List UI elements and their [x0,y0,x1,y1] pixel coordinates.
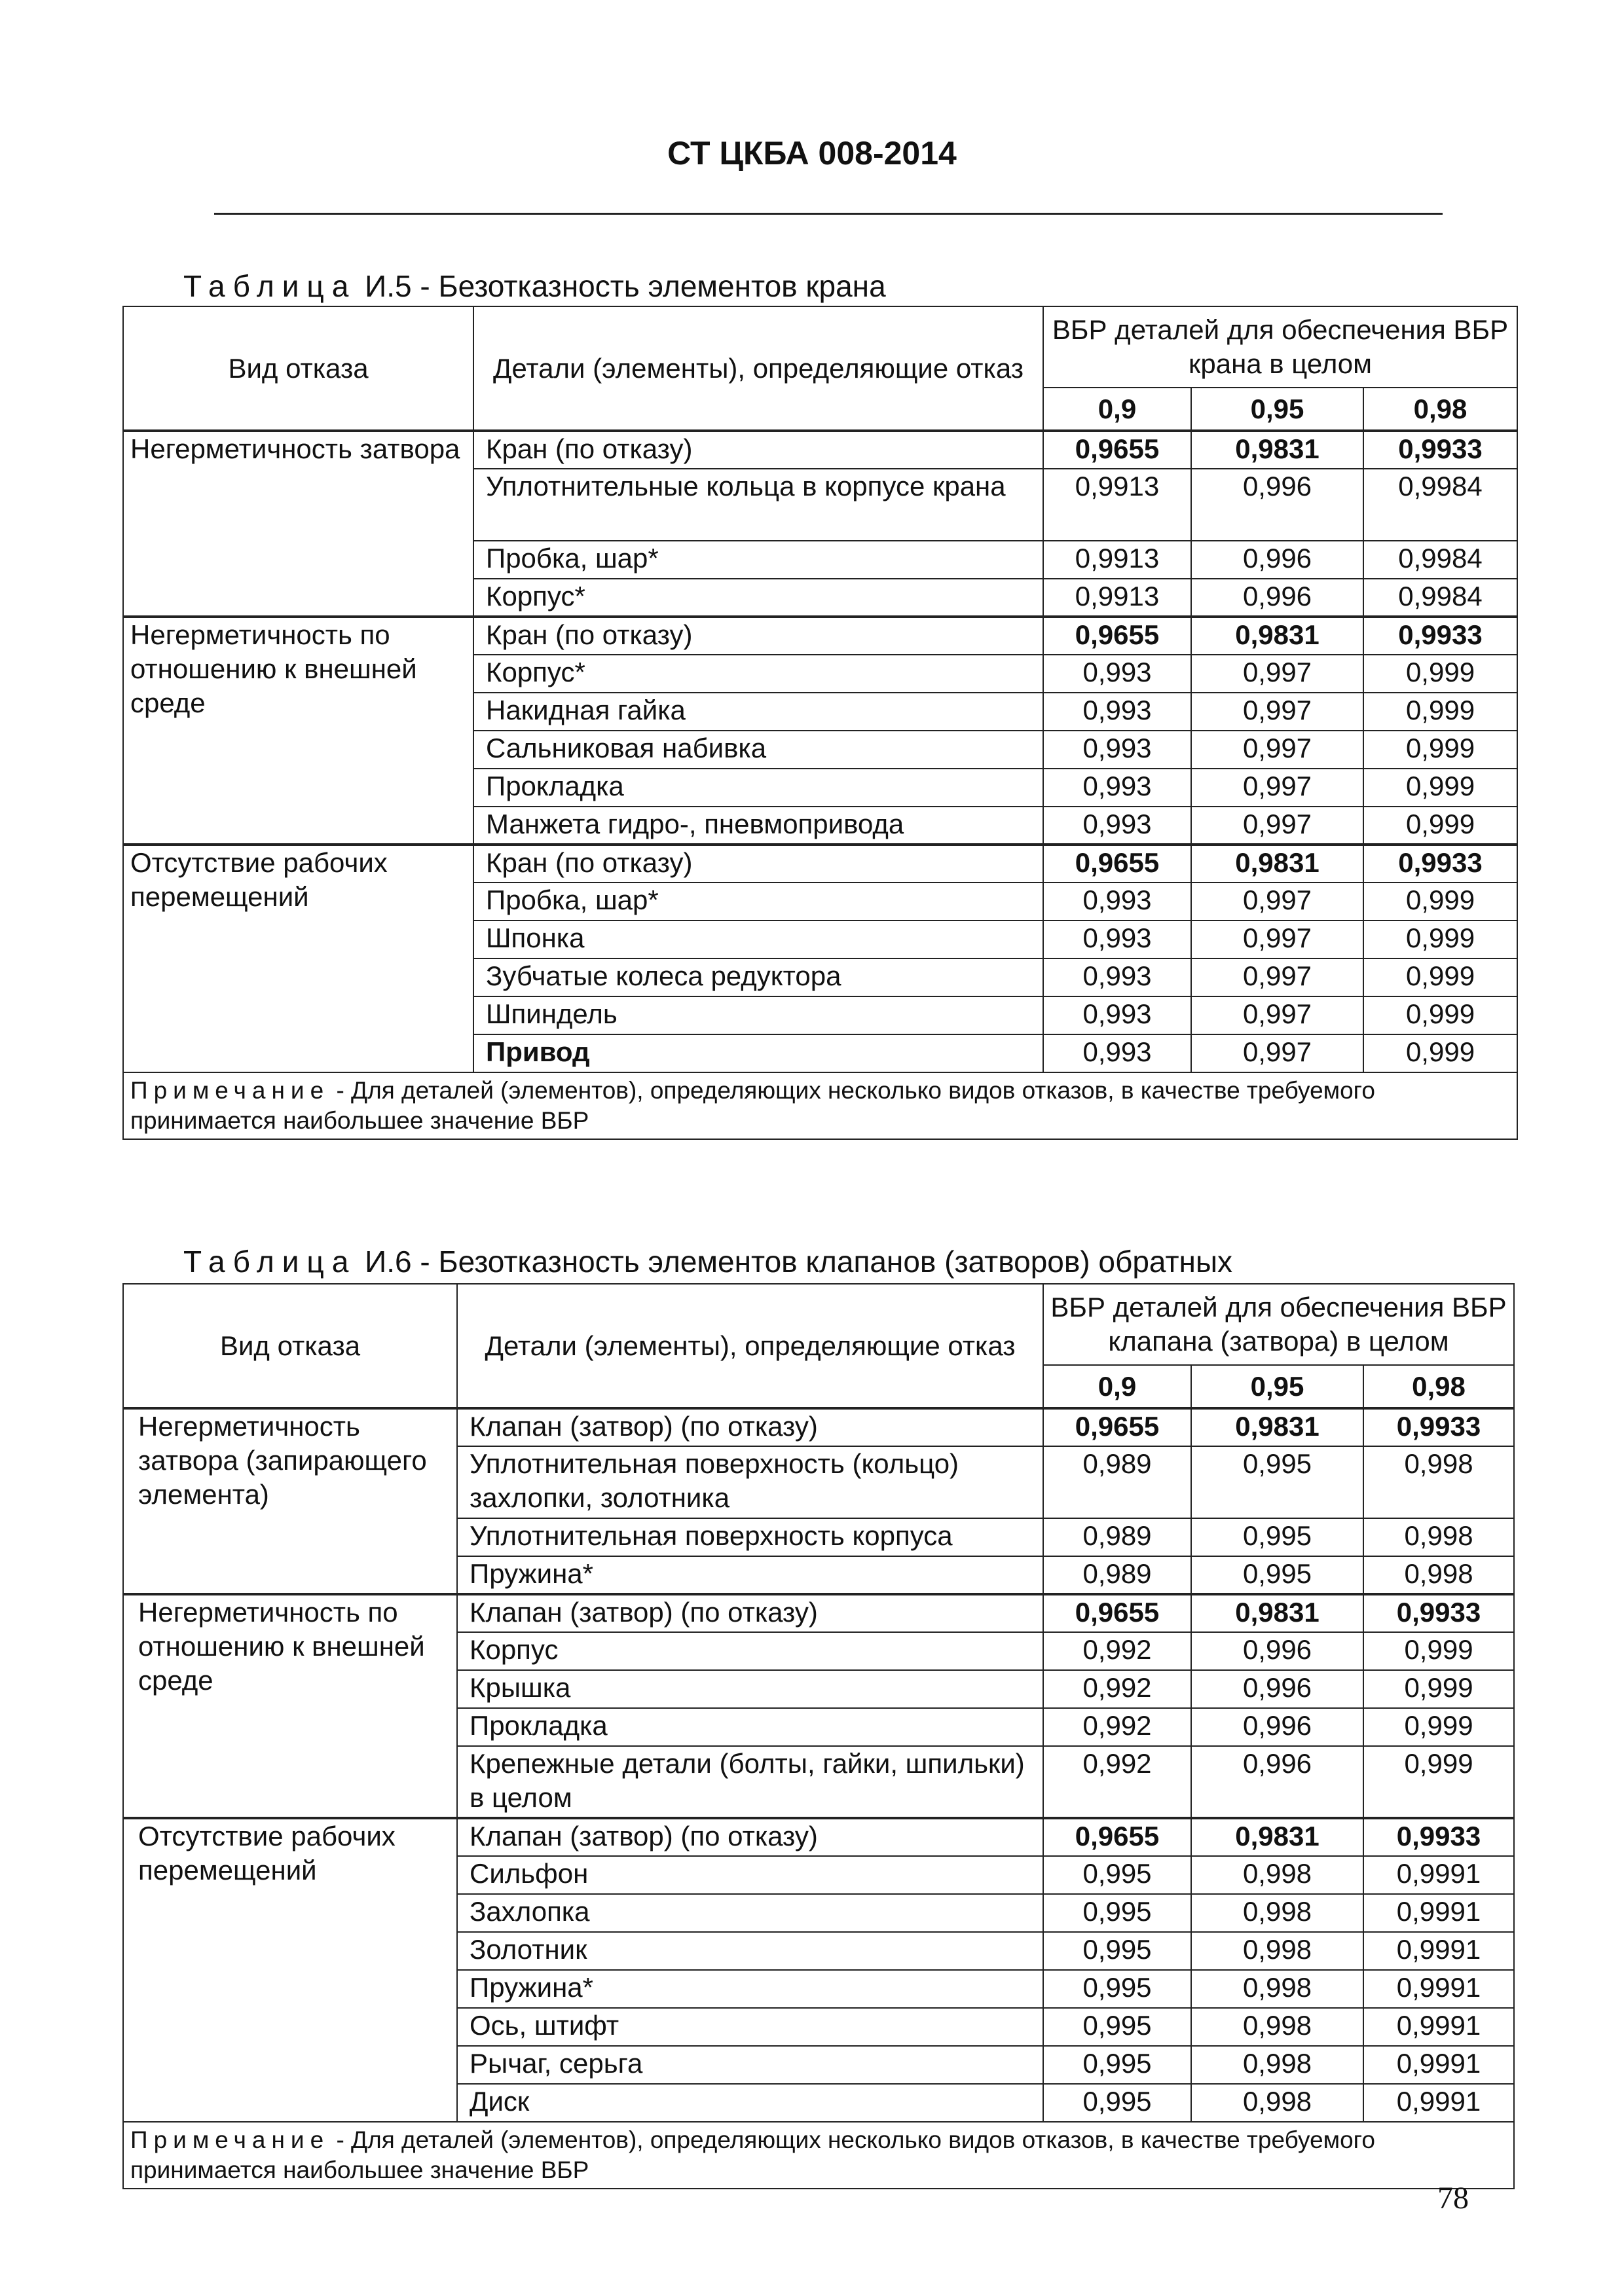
table-5 [122,306,1518,1140]
reliability-value-cell: 0,993 [1043,769,1191,807]
reliability-value-cell: 0,996 [1191,1746,1363,1818]
reliability-value-cell: 0,9831 [1191,845,1363,883]
reliability-value-cell: 0,999 [1363,958,1517,996]
reliability-value-cell: 0,999 [1363,655,1517,693]
reliability-value-cell: 0,998 [1191,2084,1363,2122]
note-cell [123,2122,1514,2189]
reliability-value-cell: 0,9913 [1043,541,1191,579]
detail-cell: Зубчатые колеса редуктора [473,958,1043,996]
detail-cell: Золотник [457,1932,1043,1970]
reliability-value-cell: 0,999 [1363,769,1517,807]
reliability-value-cell: 0,993 [1043,958,1191,996]
detail-cell: Клапан (затвор) (по отказу) [457,1408,1043,1446]
table-row [123,1594,1514,1632]
detail-cell: Крышка [457,1670,1043,1708]
detail-cell: Захлопка [457,1894,1043,1932]
reliability-value-cell: 0,995 [1043,1932,1191,1970]
reliability-value-cell: 0,9831 [1191,1408,1363,1446]
reliability-value-cell: 0,9933 [1363,1408,1514,1446]
reliability-value-cell: 0,995 [1043,2046,1191,2084]
document-code: СТ ЦКБА 008-2014 [667,135,957,172]
reliability-value-cell: 0,998 [1191,1856,1363,1894]
reliability-value-cell: 0,9655 [1043,845,1191,883]
detail-cell: Клапан (затвор) (по отказу) [457,1818,1043,1856]
table-row [123,845,1517,883]
reliability-value-cell: 0,989 [1043,1556,1191,1594]
reliability-value-cell: 0,9933 [1363,1594,1514,1632]
reliability-value-cell: 0,992 [1043,1746,1191,1818]
failure-type-cell: Негерметичность затвора (запирающего элемента) [123,1408,457,1594]
reliability-value-cell: 0,989 [1043,1446,1191,1518]
reliability-value-cell: 0,993 [1043,920,1191,958]
reliability-value-cell: 0,999 [1363,996,1517,1034]
reliability-value-cell: 0,9933 [1363,431,1517,469]
detail-cell: Корпус [457,1632,1043,1670]
detail-cell: Диск [457,2084,1043,2122]
detail-cell: Кран (по отказу) [473,845,1043,883]
reliability-value-cell: 0,996 [1191,579,1363,617]
reliability-level-header: 0,98 [1363,388,1517,431]
reliability-value-cell: 0,996 [1191,1670,1363,1708]
reliability-level-header: 0,98 [1363,1365,1514,1408]
reliability-value-cell: 0,993 [1043,807,1191,845]
reliability-value-cell: 0,995 [1043,2084,1191,2122]
reliability-value-cell: 0,997 [1191,769,1363,807]
reliability-value-cell: 0,992 [1043,1670,1191,1708]
detail-cell: Шпиндель [473,996,1043,1034]
detail-cell: Уплотнительная поверхность (кольцо) захлопки, золотника [457,1446,1043,1518]
detail-cell: Корпус* [473,579,1043,617]
reliability-value-cell: 0,9991 [1363,2046,1514,2084]
reliability-value-cell: 0,996 [1191,1708,1363,1746]
column-header-reliability-group: ВБР деталей для обеспечения ВБР клапана (затвора) в целом [1043,1284,1514,1365]
table5-caption [183,268,886,304]
caption-text: И.6 - Безотказность элементов клапанов (затворов) обратных [356,1245,1233,1279]
detail-cell: Рычаг, серьга [457,2046,1043,2084]
reliability-value-cell: 0,995 [1043,2008,1191,2046]
caption-text: И.5 - Безотказность элементов крана [356,269,886,303]
table-row [123,431,1517,469]
reliability-value-cell: 0,9655 [1043,617,1191,655]
reliability-value-cell: 0,9933 [1363,1818,1514,1856]
reliability-value-cell: 0,997 [1191,883,1363,920]
reliability-value-cell: 0,9984 [1363,469,1517,541]
header-rule [214,213,1443,215]
reliability-value-cell: 0,9991 [1363,2084,1514,2122]
reliability-value-cell: 0,9655 [1043,1408,1191,1446]
reliability-value-cell: 0,998 [1363,1518,1514,1556]
detail-cell: Уплотнительная поверхность корпуса [457,1518,1043,1556]
reliability-value-cell: 0,9831 [1191,1594,1363,1632]
reliability-value-cell: 0,992 [1043,1708,1191,1746]
reliability-value-cell: 0,9991 [1363,1970,1514,2008]
reliability-value-cell: 0,9831 [1191,1818,1363,1856]
reliability-value-cell: 0,997 [1191,655,1363,693]
reliability-level-header: 0,9 [1043,1365,1191,1408]
reliability-value-cell: 0,996 [1191,541,1363,579]
table6-caption [183,1244,1232,1279]
reliability-value-cell: 0,993 [1043,996,1191,1034]
detail-cell: Уплотнительные кольца в корпусе крана [473,469,1043,541]
note-row [123,2122,1514,2189]
reliability-value-cell: 0,9655 [1043,431,1191,469]
note-label: Примечание [130,2126,330,2153]
reliability-value-cell: 0,9831 [1191,431,1363,469]
reliability-value-cell: 0,9913 [1043,469,1191,541]
reliability-value-cell: 0,999 [1363,883,1517,920]
detail-cell: Прокладка [457,1708,1043,1746]
reliability-value-cell: 0,999 [1363,1708,1514,1746]
failure-type-cell: Негерметичность по отношению к внешней среде [123,1594,457,1818]
reliability-level-header: 0,9 [1043,388,1191,431]
reliability-value-cell: 0,996 [1191,1632,1363,1670]
reliability-value-cell: 0,995 [1043,1894,1191,1932]
reliability-value-cell: 0,999 [1363,807,1517,845]
failure-type-cell: Негерметичность затвора [123,431,473,617]
reliability-value-cell: 0,995 [1043,1970,1191,2008]
reliability-value-cell: 0,993 [1043,731,1191,769]
reliability-value-cell: 0,9984 [1363,541,1517,579]
detail-cell: Накидная гайка [473,693,1043,731]
reliability-value-cell: 0,999 [1363,1670,1514,1708]
detail-cell: Кран (по отказу) [473,617,1043,655]
failure-type-cell: Отсутствие рабочих перемещений [123,845,473,1072]
reliability-value-cell: 0,9655 [1043,1594,1191,1632]
reliability-value-cell: 0,998 [1363,1446,1514,1518]
reliability-value-cell: 0,9913 [1043,579,1191,617]
reliability-value-cell: 0,999 [1363,1746,1514,1818]
reliability-value-cell: 0,9655 [1043,1818,1191,1856]
detail-cell: Прокладка [473,769,1043,807]
page-number: 78 [1437,2181,1469,2215]
reliability-value-cell: 0,989 [1043,1518,1191,1556]
reliability-value-cell: 0,9984 [1363,579,1517,617]
detail-cell: Пружина* [457,1556,1043,1594]
reliability-value-cell: 0,995 [1043,1856,1191,1894]
reliability-value-cell: 0,992 [1043,1632,1191,1670]
reliability-value-cell: 0,9991 [1363,1856,1514,1894]
detail-cell: Сильфон [457,1856,1043,1894]
header-row [123,306,1517,388]
reliability-value-cell: 0,996 [1191,469,1363,541]
reliability-value-cell: 0,999 [1363,731,1517,769]
column-header-details: Детали (элементы), определяющие отказ [457,1284,1043,1408]
note-label: Примечание [130,1077,330,1104]
detail-cell: Сальниковая набивка [473,731,1043,769]
reliability-value-cell: 0,998 [1363,1556,1514,1594]
reliability-value-cell: 0,997 [1191,807,1363,845]
detail-cell: Клапан (затвор) (по отказу) [457,1594,1043,1632]
reliability-value-cell: 0,993 [1043,693,1191,731]
caption-prefix: Таблица [183,269,357,303]
reliability-level-header: 0,95 [1191,1365,1363,1408]
table-row [123,1408,1514,1446]
note-cell [123,1072,1517,1139]
note-text: - Для деталей (элементов), определяющих несколько видов отказов, в качестве требуемого принимается наибольшее значение ВБР [130,1077,1375,1134]
reliability-value-cell: 0,9933 [1363,845,1517,883]
reliability-value-cell: 0,997 [1191,996,1363,1034]
reliability-value-cell: 0,998 [1191,2008,1363,2046]
reliability-value-cell: 0,997 [1191,693,1363,731]
reliability-value-cell: 0,998 [1191,1970,1363,2008]
reliability-value-cell: 0,999 [1363,1632,1514,1670]
reliability-value-cell: 0,999 [1363,1034,1517,1072]
reliability-value-cell: 0,9831 [1191,617,1363,655]
column-header-failure-type: Вид отказа [123,306,473,431]
reliability-value-cell: 0,995 [1191,1446,1363,1518]
detail-cell: Манжета гидро-, пневмопривода [473,807,1043,845]
reliability-value-cell: 0,9933 [1363,617,1517,655]
note-text: - Для деталей (элементов), определяющих несколько видов отказов, в качестве требуемого принимается наибольшее значение ВБР [130,2126,1375,2183]
table-row [123,1818,1514,1856]
reliability-value-cell: 0,997 [1191,958,1363,996]
reliability-value-cell: 0,997 [1191,920,1363,958]
reliability-value-cell: 0,998 [1191,1894,1363,1932]
reliability-value-cell: 0,997 [1191,731,1363,769]
column-header-reliability-group: ВБР деталей для обеспечения ВБР крана в целом [1043,306,1517,388]
detail-cell: Корпус* [473,655,1043,693]
reliability-value-cell: 0,999 [1363,693,1517,731]
note-row [123,1072,1517,1139]
detail-cell: Ось, штифт [457,2008,1043,2046]
failure-type-cell: Негерметичность по отношению к внешней среде [123,617,473,845]
header-row [123,1284,1514,1365]
reliability-value-cell: 0,999 [1363,920,1517,958]
detail-cell: Кран (по отказу) [473,431,1043,469]
reliability-value-cell: 0,997 [1191,1034,1363,1072]
reliability-value-cell: 0,9991 [1363,1894,1514,1932]
reliability-value-cell: 0,9991 [1363,1932,1514,1970]
reliability-value-cell: 0,993 [1043,1034,1191,1072]
detail-cell: Крепежные детали (болты, гайки, шпильки) в целом [457,1746,1043,1818]
caption-prefix: Таблица [183,1245,357,1279]
table-row [123,617,1517,655]
reliability-value-cell: 0,993 [1043,655,1191,693]
reliability-value-cell: 0,993 [1043,883,1191,920]
column-header-failure-type: Вид отказа [123,1284,457,1408]
reliability-value-cell: 0,9991 [1363,2008,1514,2046]
reliability-value-cell: 0,998 [1191,1932,1363,1970]
reliability-value-cell: 0,995 [1191,1518,1363,1556]
table-6 [122,1283,1515,2189]
reliability-value-cell: 0,995 [1191,1556,1363,1594]
detail-cell: Пружина* [457,1970,1043,2008]
reliability-level-header: 0,95 [1191,388,1363,431]
detail-cell: Привод [473,1034,1043,1072]
failure-type-cell: Отсутствие рабочих перемещений [123,1818,457,2122]
detail-cell: Шпонка [473,920,1043,958]
column-header-details: Детали (элементы), определяющие отказ [473,306,1043,431]
detail-cell: Пробка, шар* [473,541,1043,579]
reliability-value-cell: 0,998 [1191,2046,1363,2084]
detail-cell: Пробка, шар* [473,883,1043,920]
